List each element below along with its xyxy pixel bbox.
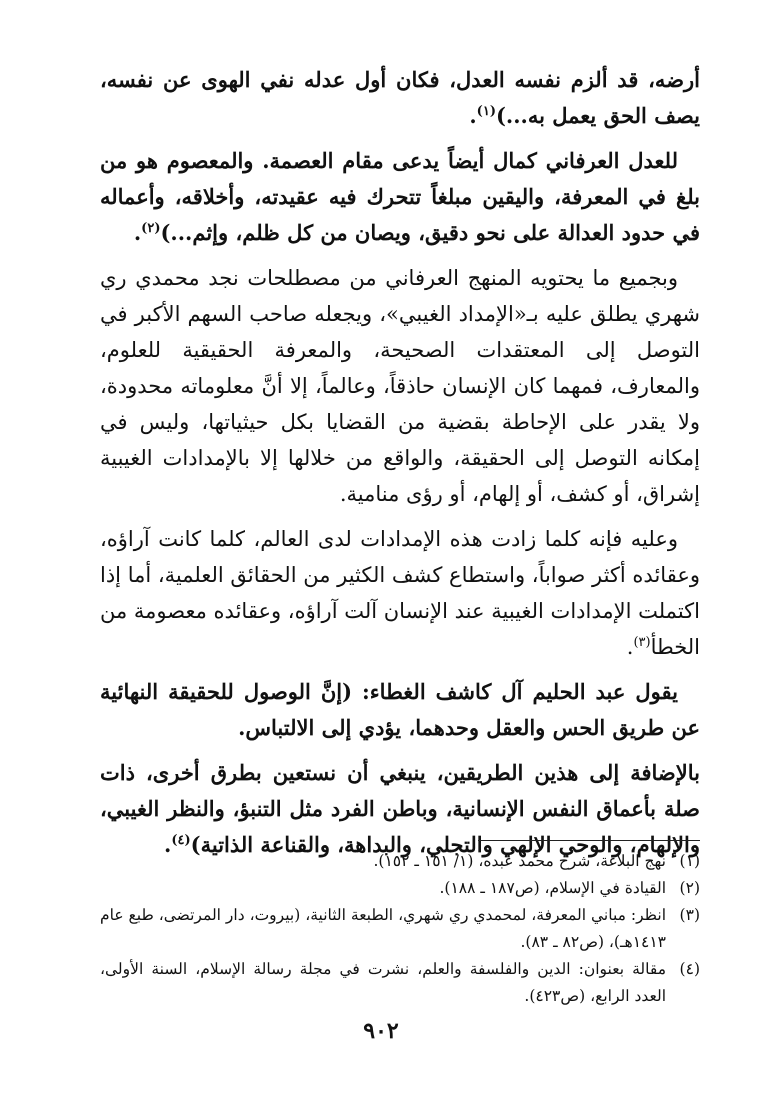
paragraph-5 (100, 674, 700, 746)
paragraph-3 (100, 260, 700, 512)
page-body (100, 62, 700, 872)
footnotes (100, 848, 700, 1010)
footnote-ref-4[interactable]: (٤) (171, 833, 191, 848)
footnote-text: نهج البلاغة، شرح محمد عبده، (١/ ١٥١ ـ ١٥٢). (373, 852, 666, 870)
paragraph-1-text: أرضه، قد ألزم نفسه العدل، فكان أول عدله نفي الهوى عن نفسه، يصف الحق يعمل به...) (100, 67, 700, 128)
footnote-ref-3[interactable]: (٣) (633, 635, 651, 650)
paragraph-6-text: بالإضافة إلى هذين الطريقين، ينبغي أن نستعين بطرق أخرى، ذات صلة بأعماق النفس الإنسانية، وباطن الفرد مثل التنبؤ، والنظر الغيبي، والإلهام، والوحي الإلهي والتجلي، والبداهة، والقناعة الذاتية) (100, 760, 700, 857)
footnote-number: (٤) (679, 960, 700, 978)
paragraph-4-tail: . (626, 635, 634, 659)
page-number: ٩٠٢ (363, 1018, 399, 1044)
paragraph-3-text: وبجميع ما يحتويه المنهج العرفاني من مصطلحات نجد محمدي ري شهري يطلق عليه بـ«الإمداد الغيبي»، ويجعله صاحب السهم الأكبر في التوصل إلى المعتقدات الصحيحة، والمعرفة الحقيقية للعلوم، والمعارف، فمهما كان الإنسان حاذقاً، وعالماً، إلا أنَّ معلوماته محدودة، ولا يقدر على الإحاطة بقضية من القضايا بكل حيثياتها، وليس في إمكانه التوصل إلى الحقيقة، والواقع من خلالها إلا بالإمدادات الغيبية إشراق، أو كشف، أو إلهام، أو رؤى منامية. (100, 266, 700, 506)
footnote-text: انظر: مباني المعرفة، لمحمدي ري شهري، الطبعة الثانية، (بيروت، دار المرتضى، طبع عام ١٤١٣هـ)، (ص٨٢ ـ ٨٣). (100, 906, 666, 951)
footnote-number: (٢) (679, 879, 700, 897)
paragraph-5-text: يقول عبد الحليم آل كاشف الغطاء: (إنَّ الوصول للحقيقة النهائية عن طريق الحس والعقل وحدهما، يؤدي إلى الالتباس. (100, 679, 700, 740)
footnote-item (100, 875, 700, 902)
paragraph-2-tail: . (133, 220, 142, 245)
footnote-item (100, 956, 700, 1010)
footnote-ref-2[interactable]: (٢) (141, 221, 161, 236)
paragraph-2-text: للعدل العرفاني كمال أيضاً يدعى مقام العصمة. والمعصوم هو من بلغ في المعرفة، واليقين مبلغاً تتحرك فيه عقيدته، وأخلاقه، وأعماله في حدود العدالة على نحو دقيق، ويصان من كل ظلم، وإثم...) (100, 148, 700, 245)
footnote-text: القيادة في الإسلام، (ص١٨٧ ـ ١٨٨). (439, 879, 666, 897)
footnote-item (100, 848, 700, 875)
footnote-number: (٣) (679, 906, 700, 924)
paragraph-6-tail: . (164, 832, 172, 857)
footnote-divider (478, 840, 700, 841)
footnote-item (100, 902, 700, 956)
paragraph-6 (100, 755, 700, 863)
paragraph-4 (100, 521, 700, 665)
paragraph-4-text: وعليه فإنه كلما زادت هذه الإمدادات لدى العالم، كلما كانت آراؤه، وعقائده أكثر صواباً، واستطاع كشف الكثير من الحقائق العلمية، أما إذا اكتملت الإمدادات الغيبية عند الإنسان آلت آراؤه، وعقائده معصومة من الخطأ (100, 527, 700, 659)
footnote-text: مقالة بعنوان: الدين والفلسفة والعلم، نشرت في مجلة رسالة الإسلام، السنة الأولى، العدد الرابع، (ص٤٢٣). (100, 960, 666, 1005)
paragraph-1 (100, 62, 700, 134)
footnote-number: (١) (679, 852, 700, 870)
footnote-ref-1[interactable]: (١) (476, 104, 496, 119)
paragraph-2 (100, 143, 700, 251)
paragraph-1-tail: . (469, 103, 477, 128)
